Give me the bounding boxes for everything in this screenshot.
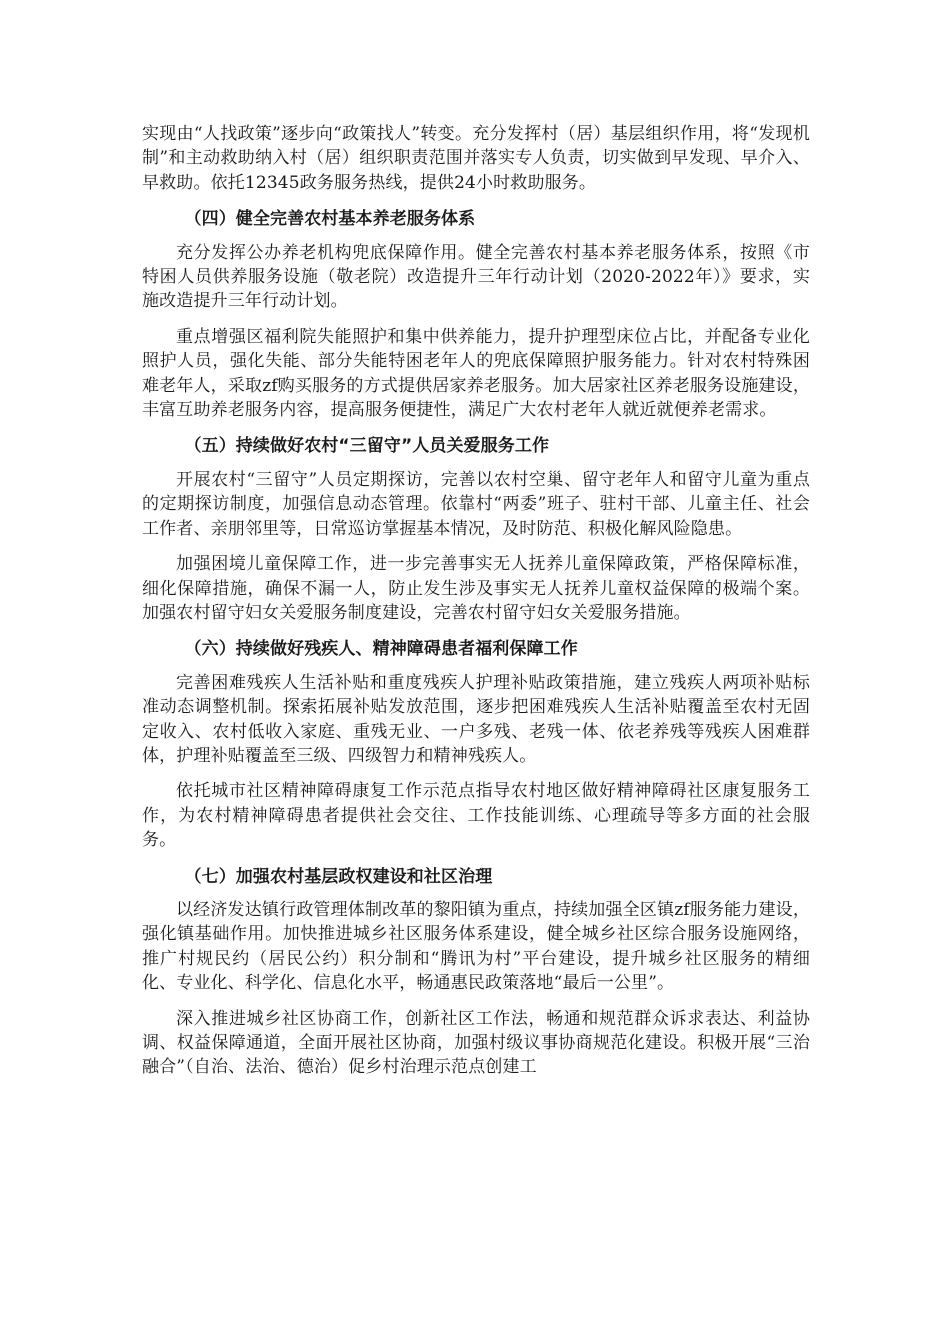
- paragraph-mental-health-rehab: 依托城市社区精神障碍康复工作示范点指导农村地区做好精神障碍社区康复服务工作，为农村精神障碍患者提供社会交往、工作技能训练、心理疏导等多方面的社会服务。: [142, 781, 810, 851]
- paragraph-community-consultation: 深入推进城乡社区协商工作，创新社区工作法，畅通和规范群众诉求表达、利益协调、权益保障通道，全面开展社区协商，加强村级议事协商规范化建设。积极开展“三治融合”（自治、法治、德治）促乡村治理示范点创建工: [142, 1008, 810, 1078]
- section-heading-5: （五）持续做好农村“三留守”人员关爱服务工作: [184, 436, 550, 457]
- paragraph-township-governance: 以经济发达镇行政管理体制改革的黎阳镇为重点，持续加强全区镇zf服务能力建设，强化镇基础作用。加快推进城乡社区服务体系建设，健全城乡社区综合服务设施网络，推广村规民约（居民公约）积分制和“腾讯为村”平台建设，提升城乡社区服务的精细化、专业化、科学化、信息化水平，畅通惠民政策落地“最后一公里”。: [142, 899, 810, 994]
- paragraph-welfare-home-capacity: 重点增强区福利院失能照护和集中供养能力，提升护理型床位占比，并配备专业化照护人员，强化失能、部分失能特困老年人的兜底保障照护服务能力。针对农村特殊困难老年人，采取zf购买服务的方式提供居家养老服务。加大居家社区养老服务设施建设，丰富互助养老服务内容，提高服务便捷性，满足广大农村老年人就近就便养老需求。: [142, 326, 810, 421]
- document-page: [142, 122, 810, 1080]
- section-heading-7: （七）加强农村基层政权建设和社区治理: [184, 866, 493, 887]
- paragraph-elderly-care-system: 充分发挥公办养老机构兜底保障作用。健全完善农村基本养老服务体系，按照《市特困人员供养服务设施（敬老院）改造提升三年行动计划（2020-2022年）》要求，实施改造提升三年行动计划。: [142, 242, 810, 312]
- paragraph-disability-subsidies: 完善困难残疾人生活补贴和重度残疾人护理补贴政策措施，建立残疾人两项补贴标准动态调整机制。探索拓展补贴发放范围，逐步把困难残疾人生活补贴覆盖至农村无固定收入、农村低收入家庭、重残无业、一户多残、老残一体、依老养残等残疾人困难群体，护理补贴覆盖至三级、四级智力和精神残疾人。: [142, 672, 810, 766]
- section-heading-4: （四）健全完善农村基本养老服务体系: [184, 209, 476, 230]
- paragraph-children-protection: 加强困境儿童保障工作，进一步完善事实无人抚养儿童保障政策，严格保障标准，细化保障措施，确保不漏一人，防止发生涉及事实无人抚养儿童权益保障的极端个案。加强农村留守妇女关爱服务制度建设，完善农村留守妇女关爱服务措施。: [142, 554, 810, 623]
- section-heading-6: （六）持续做好残疾人、精神障碍患者福利保障工作: [184, 639, 578, 660]
- paragraph-rescue-policy: 实现由“人找政策”逐步向“政策找人”转变。充分发挥村（居）基层组织作用，将“发现机制”和主动救助纳入村（居）组织职责范围并落实专人负责，切实做到早发现、早介入、早救助。依托12345政务服务热线，提供24小时救助服务。: [142, 124, 810, 193]
- paragraph-left-behind-visits: 开展农村“三留守”人员定期探访，完善以农村空巢、留守老年人和留守儿童为重点的定期探访制度，加强信息动态管理。依靠村“两委”班子、驻村干部、儿童主任、社会工作者、亲朋邻里等，日常巡访掌握基本情况，及时防范、积极化解风险隐患。: [142, 469, 810, 539]
